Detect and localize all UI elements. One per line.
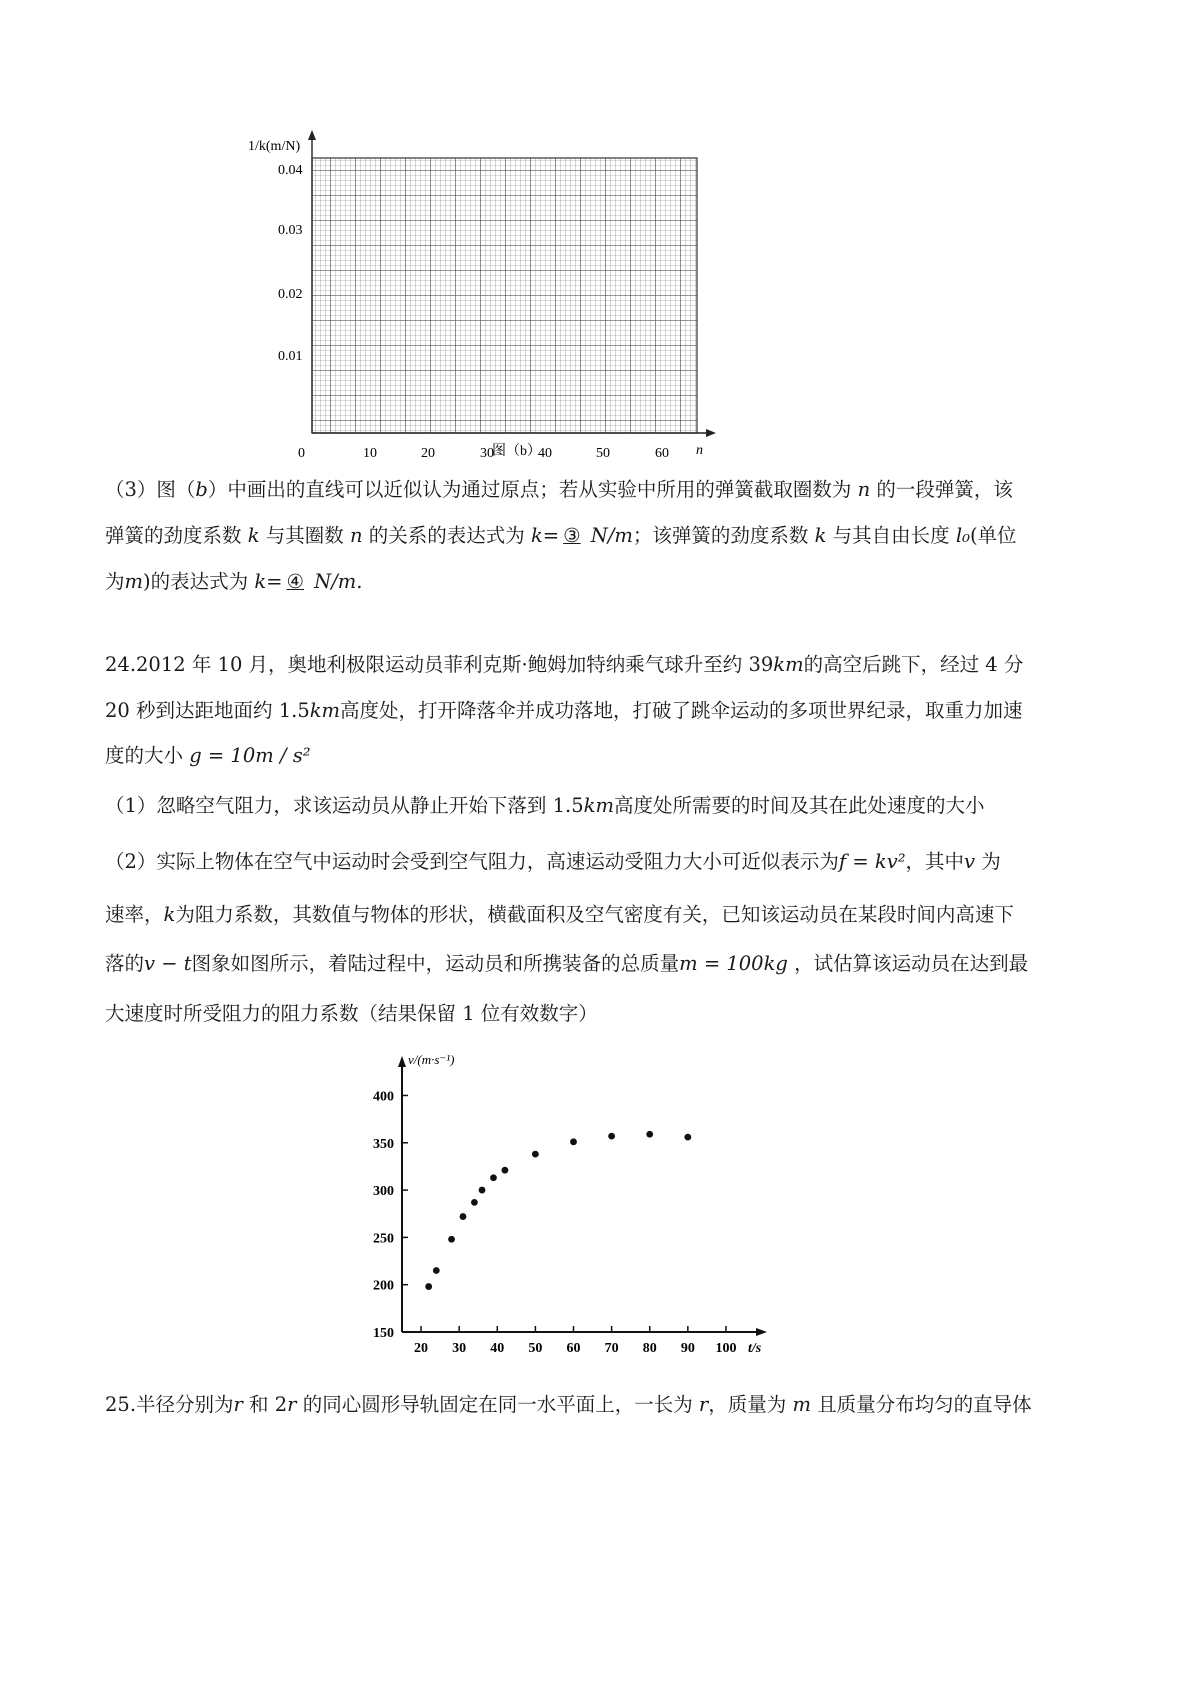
y-tick-label: 0.04 xyxy=(278,163,303,178)
x-axis-arrow xyxy=(756,1328,767,1336)
y-tick-label: 0.03 xyxy=(278,223,303,238)
y-tick-label: 250 xyxy=(373,1231,394,1247)
vt-scatter-chart xyxy=(340,1050,780,1370)
y-tick-label: 300 xyxy=(373,1184,394,1200)
data-point xyxy=(490,1174,497,1181)
y-tick-label: 0.01 xyxy=(278,349,303,364)
data-point xyxy=(479,1187,486,1194)
q24-sub2-line3: 落的v − t图象如图所示，着陆过程中，运动员和所携装备的总质量m = 100kg ，试估算该运动员在达到最 xyxy=(105,952,1029,975)
x-tick-label: 30 xyxy=(452,1341,467,1356)
x-tick-label: 60 xyxy=(566,1341,581,1356)
x-tick-label: 20 xyxy=(421,446,435,461)
x-tick-label: 90 xyxy=(680,1341,695,1356)
x-tick-label: 60 xyxy=(655,446,669,461)
grid-paper xyxy=(312,158,697,433)
mass-formula: m = 100kg xyxy=(679,952,788,975)
x-tick-label: 40 xyxy=(490,1341,505,1356)
data-point xyxy=(608,1133,615,1140)
x-tick-label: 30 xyxy=(480,446,494,461)
x-axis-label: t/s xyxy=(748,1341,762,1356)
part3-line3: 为m)的表达式为 k= ④ N/m. xyxy=(105,570,363,593)
data-point xyxy=(460,1213,467,1220)
x-tick-label: 50 xyxy=(528,1341,543,1356)
drag-formula: f = kv² xyxy=(838,850,906,873)
x-tick-label: 100 xyxy=(715,1341,737,1356)
y-tick-label: 150 xyxy=(373,1326,394,1341)
data-point xyxy=(425,1283,432,1290)
data-point xyxy=(570,1138,577,1145)
x-axis-arrow xyxy=(706,429,716,437)
part3-line2: 弹簧的劲度系数 k 与其圈数 n 的关系的表达式为 k= ③ N/m；该弹簧的劲度系数 k 与其自由长度 l₀(单位 xyxy=(105,524,1017,547)
data-point xyxy=(433,1267,440,1274)
answer-blank-4[interactable]: ④ xyxy=(286,570,304,593)
q24-sub2-line4: 大速度时所受阻力的阻力系数（结果保留 1 位有效数字） xyxy=(105,1002,598,1025)
x-tick-label: 40 xyxy=(538,446,552,461)
x-axis-label: n xyxy=(696,443,703,458)
x-tick-label: 20 xyxy=(414,1341,429,1356)
y-axis-label: 1/k(m/N) xyxy=(248,139,301,154)
y-tick-label: 200 xyxy=(373,1278,394,1294)
x-tick-label: 80 xyxy=(642,1341,657,1356)
graph-caption: 图（b） xyxy=(492,444,541,459)
x-tick-label: 10 xyxy=(363,446,377,461)
graph-b xyxy=(230,120,730,465)
q24-sub1: （1）忽略空气阻力，求该运动员从静止开始下落到 1.5km高度处所需要的时间及其在此处速度的大小 xyxy=(105,794,985,817)
data-point xyxy=(684,1134,691,1141)
data-point xyxy=(532,1151,539,1158)
answer-blank-3[interactable]: ③ xyxy=(563,524,581,547)
data-point xyxy=(502,1167,509,1174)
q24-line3: 度的大小 g = 10m / s² xyxy=(105,744,311,767)
q24-line2: 20 秒到达距地面约 1.5km高度处，打开降落伞并成功落地，打破了跳伞运动的多项世界纪录，取重力加速 xyxy=(105,699,1023,722)
x-tick-label: 0 xyxy=(298,446,305,461)
q24-sub2-line1: （2）实际上物体在空气中运动时会受到空气阻力，高速运动受阻力大小可近似表示为f = kv²，其中v 为 xyxy=(105,850,1001,873)
data-point xyxy=(471,1199,478,1206)
y-tick-label: 0.02 xyxy=(278,287,303,302)
q24-sub2-line2: 速率，k为阻力系数，其数值与物体的形状，横截面积及空气密度有关，已知该运动员在某段时间内高速下 xyxy=(105,903,1014,926)
data-point xyxy=(448,1236,455,1243)
q24-line1: 24.2012 年 10 月，奥地利极限运动员菲利克斯·鲍姆加特纳乘气球升至约 39km的高空后跳下，经过 4 分 xyxy=(105,653,1024,676)
x-tick-label: 70 xyxy=(604,1341,619,1356)
q25-line1: 25.半径分别为r 和 2r 的同心圆形导轨固定在同一水平面上，一长为 r，质量为 m 且质量分布均匀的直导体 xyxy=(105,1393,1032,1416)
gravity-formula: g = 10m / s² xyxy=(189,744,311,767)
y-tick-label: 350 xyxy=(373,1136,394,1152)
y-axis-arrow xyxy=(398,1056,406,1067)
y-tick-label: 400 xyxy=(373,1089,394,1105)
y-axis-arrow xyxy=(308,130,316,140)
data-point xyxy=(646,1131,653,1138)
x-tick-label: 50 xyxy=(596,446,610,461)
y-axis-label: v/(m·s⁻¹) xyxy=(408,1052,455,1067)
part3-line1: （3）图（b）中画出的直线可以近似认为通过原点；若从实验中所用的弹簧截取圈数为 n 的一段弹簧，该 xyxy=(105,478,1013,501)
